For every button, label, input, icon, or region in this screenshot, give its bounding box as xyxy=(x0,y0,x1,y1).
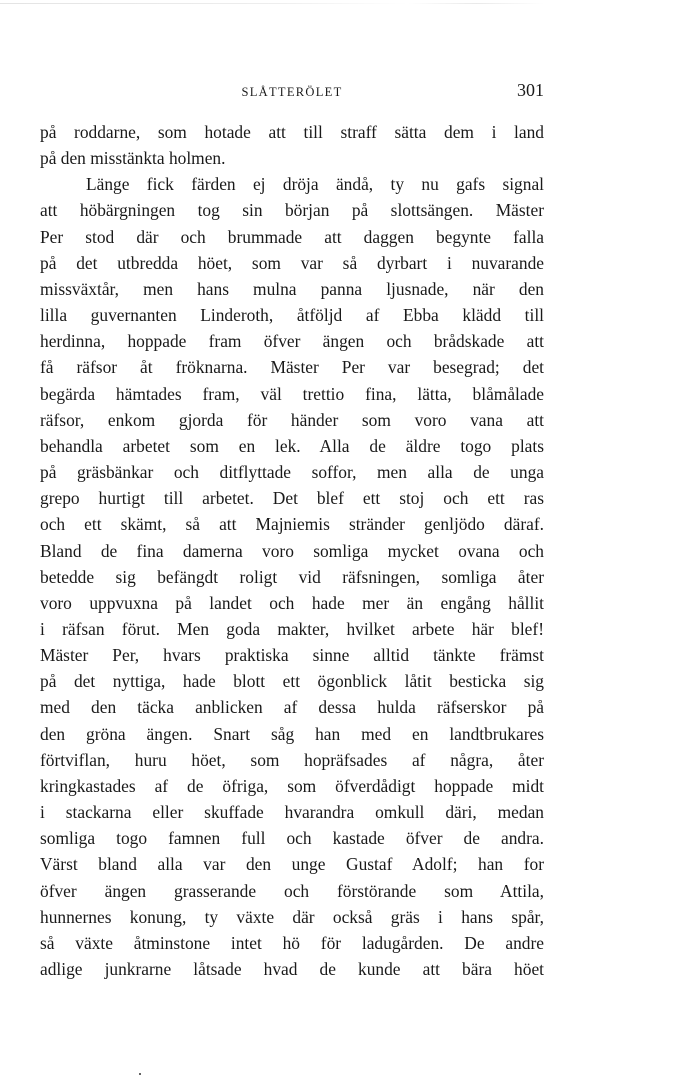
text-line: öfver ängen grasserande och förstörande som Attila, xyxy=(40,880,544,901)
text-line: lilla guvernanten Linderoth, åtföljd af Ebba klädd till xyxy=(40,305,544,326)
text-line: förtviflan, huru höet, som hopräfsades af några, åter xyxy=(40,749,544,770)
text-line: i stackarna eller skuffade hvarandra omkull däri, medan xyxy=(40,802,544,823)
text-line: adlige junkrarne låtsade hvad de kunde att bära höet xyxy=(40,959,544,979)
text-line: få räfsor åt fröknarna. Mäster Per var besegrad; det xyxy=(40,357,544,378)
text-line: med den täcka anblicken af dessa hulda räfserskor på xyxy=(40,697,544,718)
text-line: i räfsan förut. Men goda makter, hvilket arbete här blef! xyxy=(40,618,544,639)
text-line: hunnernes konung, ty växte där också gräs i hans spår, xyxy=(40,906,544,927)
text-line: voro uppvuxna på landet och hade mer än engång hållit xyxy=(40,592,544,613)
text-line: på det utbredda höet, som var så dyrbart i nuvarande xyxy=(40,252,544,273)
text-line: den gröna ängen. Snart såg han med en landtbrukares xyxy=(40,723,544,744)
text-line: somliga togo famnen full och kastade öfver de andra. xyxy=(40,828,544,849)
text-line: på det nyttiga, hade blott ett ögonblick låtit besticka sig xyxy=(40,671,544,692)
text-line: Värst bland alla var den unge Gustaf Adolf; han for xyxy=(40,854,544,875)
text-line: begärda hämtades fram, väl trettio fina, lätta, blåmålade xyxy=(40,383,544,404)
page-number: 301 xyxy=(517,80,544,100)
text-line: på gräsbänkar och ditflyttade soffor, men alla de unga xyxy=(40,462,544,483)
text-line: räfsor, enkom gjorda för händer som voro vana att xyxy=(40,409,544,430)
text-line: herdinna, hoppade fram öfver ängen och brådskade att xyxy=(40,331,544,352)
text-line: Bland de fina damerna voro somliga mycket ovana och xyxy=(40,540,544,561)
text-line: kringkastades af de öfriga, som öfverdådigt hoppade midt xyxy=(40,775,544,796)
text-line: Mäster Per, hvars praktiska sinne alltid tänkte främst xyxy=(40,645,544,666)
running-title: SLÅTTERÖLET xyxy=(241,85,343,99)
page-header xyxy=(40,80,544,102)
text-line: grepo hurtigt till arbetet. Det blef ett stoj och ett ras xyxy=(40,488,544,509)
text-line: Per stod där och brummade att daggen begynte falla xyxy=(40,226,544,247)
text-line: betedde sig befängdt roligt vid räfsningen, somliga åter xyxy=(40,566,544,587)
text-line: missväxtår, men hans mulna panna ljusnade, när den xyxy=(40,278,544,299)
text-line: att höbärgningen tog sin början på slottsängen. Mäster xyxy=(40,200,544,221)
body-text xyxy=(40,119,544,982)
text-line: behandla arbetet som en lek. Alla de äldre togo plats xyxy=(40,435,544,456)
text-line: på den misstänkta holmen. xyxy=(40,148,226,169)
text-line: och ett skämt, så att Majniemis stränder genljödo däraf. xyxy=(40,514,544,535)
text-line: på roddarne, som hotade att till straff sätta dem i land xyxy=(40,122,544,142)
scan-speck xyxy=(139,1073,141,1075)
scan-edge xyxy=(0,3,680,4)
text-line: Länge fick färden ej dröja ändå, ty nu gafs signal xyxy=(86,174,544,195)
text-line: så växte åtminstone intet hö för ladugården. De andre xyxy=(40,932,544,953)
